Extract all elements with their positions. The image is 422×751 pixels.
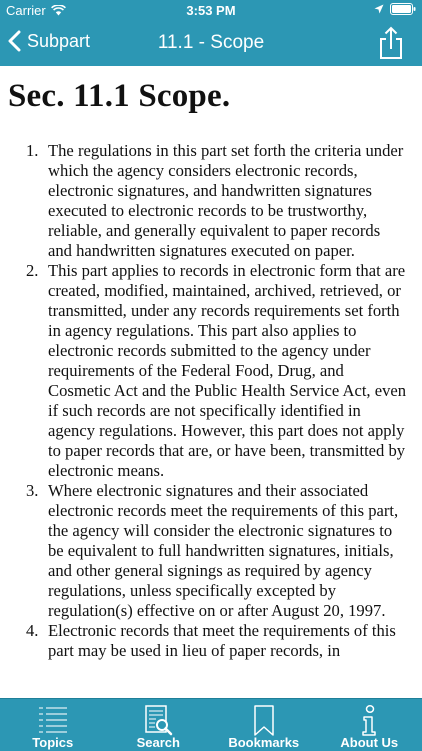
share-button[interactable] xyxy=(378,26,404,60)
carrier-label: Carrier xyxy=(6,3,46,18)
tab-bookmarks[interactable] xyxy=(211,699,317,751)
tab-search[interactable] xyxy=(106,699,212,751)
list-item xyxy=(0,481,422,621)
tab-bar xyxy=(0,698,422,751)
list-item-text: The regulations in this part set forth the criteria under which the agency considers electronic records, electronic signatures, and handwritten signatures executed to electronic records to be trustworthy, reliable, and generally equivalent to paper records and handwritten signatures executed on paper. xyxy=(48,141,403,260)
location-arrow-icon xyxy=(374,4,384,14)
list-item xyxy=(0,141,422,261)
list-item-number: 3. xyxy=(26,481,38,501)
tab-about-us[interactable] xyxy=(317,699,422,751)
tab-label: Search xyxy=(106,735,212,750)
list-item-text: Where electronic signatures and their associated electronic records meet the requirements of this part, the agency will consider the electronic signatures to be equivalent to full handwritten signatures, initials, and other general signings as required by agency regulations, unless specifically excepted by regulation(s) effective on or after August 20, 1997. xyxy=(48,481,398,620)
tab-topics[interactable] xyxy=(0,699,106,751)
info-icon xyxy=(361,705,377,737)
chevron-left-icon xyxy=(8,30,21,52)
share-icon xyxy=(378,26,404,60)
back-button[interactable] xyxy=(8,30,90,52)
search-document-icon xyxy=(142,705,174,737)
header xyxy=(0,0,422,66)
battery-icon xyxy=(390,3,416,15)
list-item xyxy=(0,261,422,481)
regulation-list xyxy=(0,141,422,661)
page-title: Sec. 11.1 Scope. xyxy=(8,78,422,115)
nav-title: 11.1 - Scope xyxy=(0,32,422,54)
status-time: 3:53 PM xyxy=(0,3,422,18)
status-indicators xyxy=(374,3,416,15)
list-item-number: 4. xyxy=(26,621,38,641)
list-item-number: 2. xyxy=(26,261,38,281)
tab-label: Topics xyxy=(0,735,106,750)
list-item-number: 1. xyxy=(26,141,38,161)
list-item xyxy=(0,621,422,661)
back-button-label: Subpart xyxy=(27,31,90,52)
content-area[interactable] xyxy=(0,66,422,698)
tab-label: About Us xyxy=(317,735,422,750)
bookmark-icon xyxy=(253,705,275,737)
list-item-text: Electronic records that meet the requirements of this part may be used in lieu of paper records, in xyxy=(48,621,396,660)
status-bar xyxy=(0,0,422,20)
list-icon xyxy=(37,705,69,735)
tab-label: Bookmarks xyxy=(211,735,317,750)
list-item-text: This part applies to records in electronic form that are created, modified, maintained, archived, retrieved, or transmitted, under any records requirements set forth in agency regulations. This part also applies to electronic records submitted to the agency under requirements of the Federal Food, Drug, and Cosmetic Act and the Public Health Service Act, even if such records are not specifically identified in agency regulations. However, this part does not apply to paper records that are, or have been, transmitted by electronic means. xyxy=(48,261,406,480)
navigation-bar xyxy=(0,20,422,66)
